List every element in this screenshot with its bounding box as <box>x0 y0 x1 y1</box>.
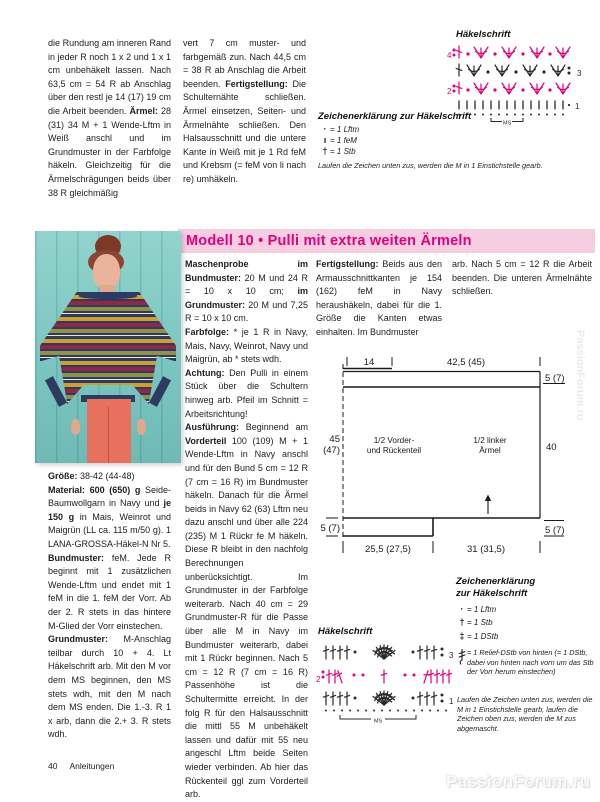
legend-item: ‡ = 1 DStb <box>457 631 498 641</box>
legend-item: ı = 1 feM <box>320 135 357 145</box>
photo-hand-left <box>71 419 80 435</box>
page-number: 40 <box>48 761 58 771</box>
lftm-symbol: · <box>323 124 327 134</box>
fertigstellung-column-1 <box>316 258 442 340</box>
body-text: * je 1 R in Navy, Mais, Navy, Weinrot, Navy und Maigrün, ab * stets wdh. <box>185 326 308 365</box>
watermark-side: PassionForum.ru <box>574 330 586 421</box>
stb-symbol: † <box>322 146 328 156</box>
size-lead: Größe: <box>48 471 78 481</box>
body-text: Beginnend am <box>239 422 308 433</box>
measure-neck-width: 14 <box>363 357 375 368</box>
body-text: vert 7 cm muster- und farbgemäß zun. Nach 44,5 cm = 38 R ab Anschlag die Arbeit beenden. <box>183 38 306 89</box>
maschenprobe-lead: Maschenprobe im Bundmuster: <box>185 259 308 283</box>
photo-pants <box>87 399 131 463</box>
bottom-chart-title: Häkelschrift <box>318 626 373 637</box>
body-text: arb. Nach 5 cm = 12 R die Arbeit beenden. Die unteren Ärmelnähte schließen. <box>452 259 592 297</box>
legend-item: = 1 Relief-DStb von hinten (= 1 DStb, dabei von hinten nach vorn um das Stb der Vorr herum einstechen) <box>457 648 595 677</box>
fem-symbol: ı <box>323 135 327 145</box>
top-right-column <box>183 37 306 187</box>
measure-cuff-height: 5 (7) <box>545 525 565 536</box>
top-legend-title: Zeichenerklärung zur Häkelschrift <box>318 111 472 122</box>
body-text: 28 (31) 34 M + 1 Wende-Lftm in Weiß anschl und im Grundmuster in der Farbfolge häkeln. Gleichzeitig für die Ärmelschrägungen beids über 38 R gleichmäßig <box>48 105 171 198</box>
fertigstellung-lead: Fertigstellung: <box>316 259 379 269</box>
material-lead: Material: 600 (650) g <box>48 484 141 495</box>
bottom-legend-note: Laufen die Zeichen unten zus, werden die M in 1 Einstichstelle gearb, laufen die Zeichen oben zus, werden die M zus abgemascht. <box>457 695 593 733</box>
row-number: 4 <box>447 51 452 60</box>
measure-top-width: 42,5 (45) <box>446 357 486 368</box>
material-bold: je 150 g <box>48 498 171 522</box>
top-left-column <box>48 37 171 200</box>
row-number: 1 <box>575 102 580 111</box>
body-text: Seide-Baumwollgarn in Navy und <box>48 484 171 509</box>
body-text: feM. Jede R beginnt mit 1 zusätzlichen Wende-Lftm und endet mit 1 feM in die 1. feM der Vorr. Ab der 2. R stets in das hintere M-Glied der Vorr einstechen. <box>48 552 171 631</box>
middle-instructions-column <box>185 258 308 802</box>
ms-label: MS <box>374 718 383 725</box>
farbfolge-lead: Farbfolge: <box>185 326 229 337</box>
legend-item: · = 1 Lftm <box>320 124 359 134</box>
measure-yoke-height: 5 (7) <box>545 373 565 384</box>
relief-dstb-icon <box>457 648 467 677</box>
body-text: die Rundung am inneren Rand in jeder R noch 1 x 2 und 1 x 1 cm unbehäkelt lassen. Nach 63,5 cm = 54 R ab Anschlag über den restl je 14 (17) 19 cm die Arbeit beenden. <box>48 38 171 116</box>
achtung-lead: Achtung: <box>185 367 225 378</box>
fertigstellung-column-2 <box>452 258 592 299</box>
legend-item: † = 1 Stb <box>457 617 493 627</box>
legend-title-line1: Zeichenerklärung <box>456 576 536 587</box>
part-label-sleeve-2: Ärmel <box>479 446 501 455</box>
bottom-legend-title <box>456 576 535 600</box>
left-info-column <box>48 470 171 742</box>
grundmuster-bold: im Grundmuster: <box>185 286 308 310</box>
size-value: 38-42 (44-48) <box>77 471 135 481</box>
legend-item: · = 1 Lftm <box>457 604 496 614</box>
crochet-chart-bottom <box>316 639 458 731</box>
grundmuster-lead: Grundmuster: <box>48 634 109 645</box>
part-label-body-1: 1/2 Vorder- <box>373 436 415 445</box>
page-footer <box>48 761 114 771</box>
measure-body-height-2: (47) <box>323 445 340 456</box>
schematic-drawing <box>318 356 596 558</box>
body-text: Den Pulli in einem Stück über die Schultern hinweg arb. Pfeil im Schnitt = Arbeitsrichtung! <box>185 367 308 419</box>
top-chart-title: Häkelschrift <box>456 29 511 40</box>
row-number: 3 <box>577 69 582 78</box>
legend-title-line2: zur Häkelschrift <box>456 588 528 599</box>
row-number: 2 <box>447 87 452 96</box>
photo-hand-right <box>137 419 146 435</box>
photo-pants-seam <box>108 407 109 463</box>
model-title: Modell 10 • Pulli mit extra weiten Ärmeln <box>186 233 472 249</box>
body-text: 20 M und 7,25 R = 10 x 10 cm. <box>185 299 308 324</box>
model-photo <box>35 231 181 463</box>
bundmuster-lead: Bundmuster: <box>48 552 104 563</box>
ms-label: MS <box>503 120 512 126</box>
row-number: 3 <box>449 651 454 660</box>
dstb-symbol: ‡ <box>459 631 465 641</box>
body-text: M-Anschlag teilbar durch 10 + 4. Lt Häkelschrift arb. Mit den M vor dem MS beginnen, den MS stets wdh, mit den M nach dem MS enden. Die 1.-3. R 1 x arb, dann die 2.+ 3. R stets wdh. <box>48 634 171 740</box>
measure-body-height-1: 45 <box>329 434 340 445</box>
model-header <box>178 229 595 253</box>
pattern-schematic <box>318 356 596 558</box>
paragraph-lead: Ärmel: <box>129 105 158 116</box>
lftm-symbol: · <box>460 604 464 614</box>
measure-sleeve-height: 40 <box>546 442 557 453</box>
paragraph-lead: Fertigstellung: <box>225 78 288 89</box>
row-number: 2 <box>316 675 321 684</box>
vorderteil-bold: Vorderteil <box>185 435 227 446</box>
body-text: 20 M und 24 R = 10 x 10 cm; <box>185 272 308 297</box>
body-text: in Mais, Weinrot und Maigrün (LL ca. 115 m/50 g). 1 LANA-GROSSA-Häkel-N Nr 5. <box>48 511 171 549</box>
stb-symbol: † <box>459 617 465 627</box>
measure-rib-height: 5 (7) <box>320 523 340 534</box>
body-text: Beids aus den Armausschnittkanten je 154 (162) feM in Navy heraushäkeln, dabei für die 1. Größe die Kanten etwas einhalten. Im Bundmuster <box>316 259 442 337</box>
legend-item: † = 1 Stb <box>320 146 356 156</box>
watermark: PassionForum.ru <box>446 772 591 791</box>
measure-bottom-body: 25,5 (27,5) <box>365 544 411 555</box>
top-legend-note: Laufen die Zeichen unten zus, werden die M in 1 Einstichstelle gearb. <box>318 161 543 170</box>
measure-bottom-sleeve: 31 (31,5) <box>466 544 506 555</box>
section-name: Anleitungen <box>69 761 115 771</box>
photo-face <box>93 254 120 289</box>
part-label-sleeve-1: 1/2 linker <box>473 436 507 445</box>
photo-neckband <box>79 292 137 299</box>
part-label-body-2: und Rückenteil <box>366 446 422 455</box>
ausfuehrung-lead: Ausführung: <box>185 422 239 433</box>
photo-striped-sweater <box>40 292 176 404</box>
body-text: 100 (109) M + 1 Wende-Lftm in Navy anschl und für den Bund 5 cm = 12 R (7 cm = 16 R) im Bundmuster häkeln. Danach für die Ärmel beids in Navy 62 (63) Lftm neu dazu anschl und über alle 224 (235) M 1 Rückr fe M häkeln. Diese R bleibt in den nachfolg Berechnungen unberücksichtigt. Im Grundmuster in der Farbfolge weiterarb. Nach 40 cm = 29 Grundmuster-R für die Passe über alle M in Navy im Bundmuster weiterarb, dabei mit 1 Rückr beginnen. Nach 5 cm = 12 R (7 cm = 16 R) Passenhöhe ist die Schultermitte erreicht. In der folg R für den Halsausschnitt die mittl 55 M unbehäkelt lassen und dafür mit 55 neu angeschl Lftm beide Seiten wieder verbinden. Ab hier das Rückenteil ggl zum Vorderteil arb. <box>185 435 308 800</box>
row-number: 1 <box>449 697 454 706</box>
body-text: Die Schulternähte schließen. Ärmel einsetzen, Seiten- und Ärmelnähte schließen. Den Halsausschnitt und die untere Kante in Weiß mit je 1 Rd feM und Krebsm (= feM von li nach re) umhäkeln. <box>183 78 306 184</box>
